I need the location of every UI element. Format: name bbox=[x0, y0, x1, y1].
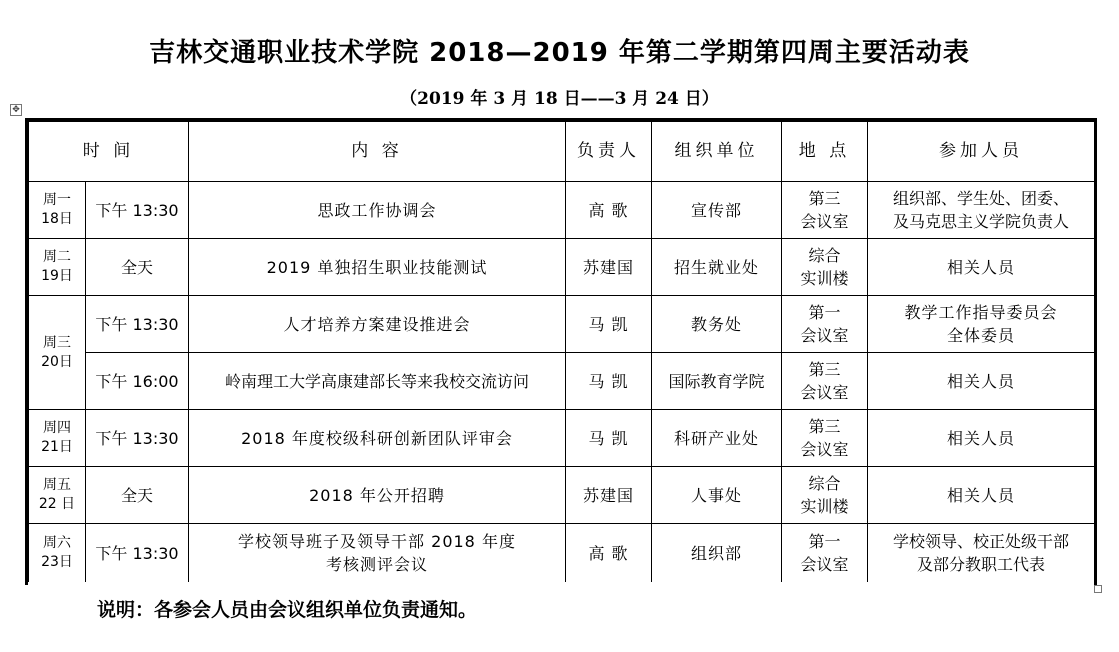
content-cell: 2018 年度校级科研创新团队评审会 bbox=[189, 410, 566, 467]
place-cell bbox=[782, 353, 868, 410]
participants-line2: 全体委员 bbox=[946, 326, 1015, 345]
place-line2: 会议室 bbox=[800, 212, 849, 231]
place-line2: 实训楼 bbox=[800, 497, 849, 516]
day-label: 周六 bbox=[43, 535, 71, 551]
header-person: 负责人 bbox=[566, 122, 652, 182]
place-cell bbox=[782, 296, 868, 353]
activity-table bbox=[28, 121, 1095, 582]
place-line1: 综合 bbox=[808, 474, 841, 493]
table-move-handle-icon[interactable]: ✥ bbox=[10, 104, 22, 116]
person-cell: 高 歌 bbox=[566, 182, 652, 239]
table-header-row bbox=[29, 122, 1095, 182]
person-cell: 苏建国 bbox=[566, 239, 652, 296]
participants-line2: 及部分教职工代表 bbox=[916, 555, 1045, 574]
person-cell: 马 凯 bbox=[566, 353, 652, 410]
content-cell: 2019 单独招生职业技能测试 bbox=[189, 239, 566, 296]
org-cell: 组织部 bbox=[652, 524, 782, 583]
page-subtitle: （2019 年 3 月 18 日——3 月 24 日） bbox=[400, 89, 719, 109]
participants-cell bbox=[868, 524, 1095, 583]
header-org: 组织单位 bbox=[652, 122, 782, 182]
day-cell bbox=[29, 296, 86, 410]
day-label: 周二 bbox=[43, 249, 71, 265]
day-cell bbox=[29, 410, 86, 467]
place-line2: 会议室 bbox=[800, 555, 849, 574]
time-cell: 全天 bbox=[86, 239, 189, 296]
place-line1: 第三 bbox=[808, 417, 841, 436]
person-cell: 苏建国 bbox=[566, 467, 652, 524]
content-cell bbox=[189, 524, 566, 583]
date-label: 22 日 bbox=[38, 496, 76, 512]
participants-line2: 及马克思主义学院负责人 bbox=[892, 212, 1069, 231]
table-row bbox=[29, 467, 1095, 524]
footnote: 说明：各参会人员由会议组织单位负责通知。 bbox=[97, 599, 478, 621]
org-cell: 国际教育学院 bbox=[652, 353, 782, 410]
header-place: 地 点 bbox=[782, 122, 868, 182]
place-line2: 会议室 bbox=[800, 383, 849, 402]
org-cell: 招生就业处 bbox=[652, 239, 782, 296]
table-row bbox=[29, 353, 1095, 410]
participants-cell bbox=[868, 182, 1095, 239]
day-cell bbox=[29, 239, 86, 296]
content-cell: 岭南理工大学高康建部长等来我校交流访问 bbox=[189, 353, 566, 410]
header-content: 内 容 bbox=[189, 122, 566, 182]
table-row bbox=[29, 239, 1095, 296]
date-label: 18日 bbox=[41, 211, 73, 227]
place-cell bbox=[782, 239, 868, 296]
day-label: 周五 bbox=[43, 477, 71, 493]
place-line2: 会议室 bbox=[800, 326, 849, 345]
day-cell bbox=[29, 182, 86, 239]
day-cell bbox=[29, 524, 86, 583]
table-resize-handle-icon[interactable] bbox=[1094, 585, 1102, 593]
participants-cell: 相关人员 bbox=[868, 353, 1095, 410]
person-cell: 马 凯 bbox=[566, 296, 652, 353]
date-label: 19日 bbox=[41, 268, 73, 284]
place-line1: 第一 bbox=[808, 532, 841, 551]
person-cell: 马 凯 bbox=[566, 410, 652, 467]
date-label: 21日 bbox=[41, 439, 73, 455]
place-cell bbox=[782, 182, 868, 239]
day-cell bbox=[29, 467, 86, 524]
participants-line1: 组织部、学生处、团委、 bbox=[892, 189, 1069, 208]
day-label: 周一 bbox=[43, 192, 71, 208]
table-row bbox=[29, 410, 1095, 467]
content-line2: 考核测评会议 bbox=[325, 555, 428, 574]
time-cell: 下午 16:00 bbox=[86, 353, 189, 410]
org-cell: 人事处 bbox=[652, 467, 782, 524]
org-cell: 宣传部 bbox=[652, 182, 782, 239]
header-time: 时 间 bbox=[29, 122, 189, 182]
table-row bbox=[29, 182, 1095, 239]
participants-line1: 教学工作指导委员会 bbox=[904, 303, 1058, 322]
place-cell bbox=[782, 524, 868, 583]
place-line2: 会议室 bbox=[800, 440, 849, 459]
day-label: 周四 bbox=[43, 420, 71, 436]
participants-cell bbox=[868, 296, 1095, 353]
person-cell: 高 歌 bbox=[566, 524, 652, 583]
place-line1: 第三 bbox=[808, 360, 841, 379]
place-line1: 综合 bbox=[808, 246, 841, 265]
org-cell: 教务处 bbox=[652, 296, 782, 353]
content-cell: 思政工作协调会 bbox=[189, 182, 566, 239]
time-cell: 下午 13:30 bbox=[86, 296, 189, 353]
time-cell: 下午 13:30 bbox=[86, 524, 189, 583]
place-line2: 实训楼 bbox=[800, 269, 849, 288]
table-row bbox=[29, 296, 1095, 353]
place-cell bbox=[782, 410, 868, 467]
place-line1: 第三 bbox=[808, 189, 841, 208]
page-title: 吉林交通职业技术学院 2018—2019 年第二学期第四周主要活动表 bbox=[149, 38, 970, 68]
participants-line1: 学校领导、校正处级干部 bbox=[892, 532, 1069, 551]
content-line1: 学校领导班子及领导干部 2018 年度 bbox=[238, 532, 516, 551]
day-label: 周三 bbox=[43, 334, 71, 351]
table-row bbox=[29, 524, 1095, 583]
time-cell: 全天 bbox=[86, 467, 189, 524]
header-participants: 参加人员 bbox=[868, 122, 1095, 182]
place-line1: 第一 bbox=[808, 303, 841, 322]
org-cell: 科研产业处 bbox=[652, 410, 782, 467]
date-label: 20日 bbox=[41, 353, 73, 370]
content-cell: 人才培养方案建设推进会 bbox=[189, 296, 566, 353]
content-cell: 2018 年公开招聘 bbox=[189, 467, 566, 524]
participants-cell: 相关人员 bbox=[868, 410, 1095, 467]
time-cell: 下午 13:30 bbox=[86, 410, 189, 467]
time-cell: 下午 13:30 bbox=[86, 182, 189, 239]
date-label: 23日 bbox=[41, 554, 73, 570]
participants-cell: 相关人员 bbox=[868, 467, 1095, 524]
participants-cell: 相关人员 bbox=[868, 239, 1095, 296]
activity-table-frame bbox=[25, 118, 1097, 585]
place-cell bbox=[782, 467, 868, 524]
